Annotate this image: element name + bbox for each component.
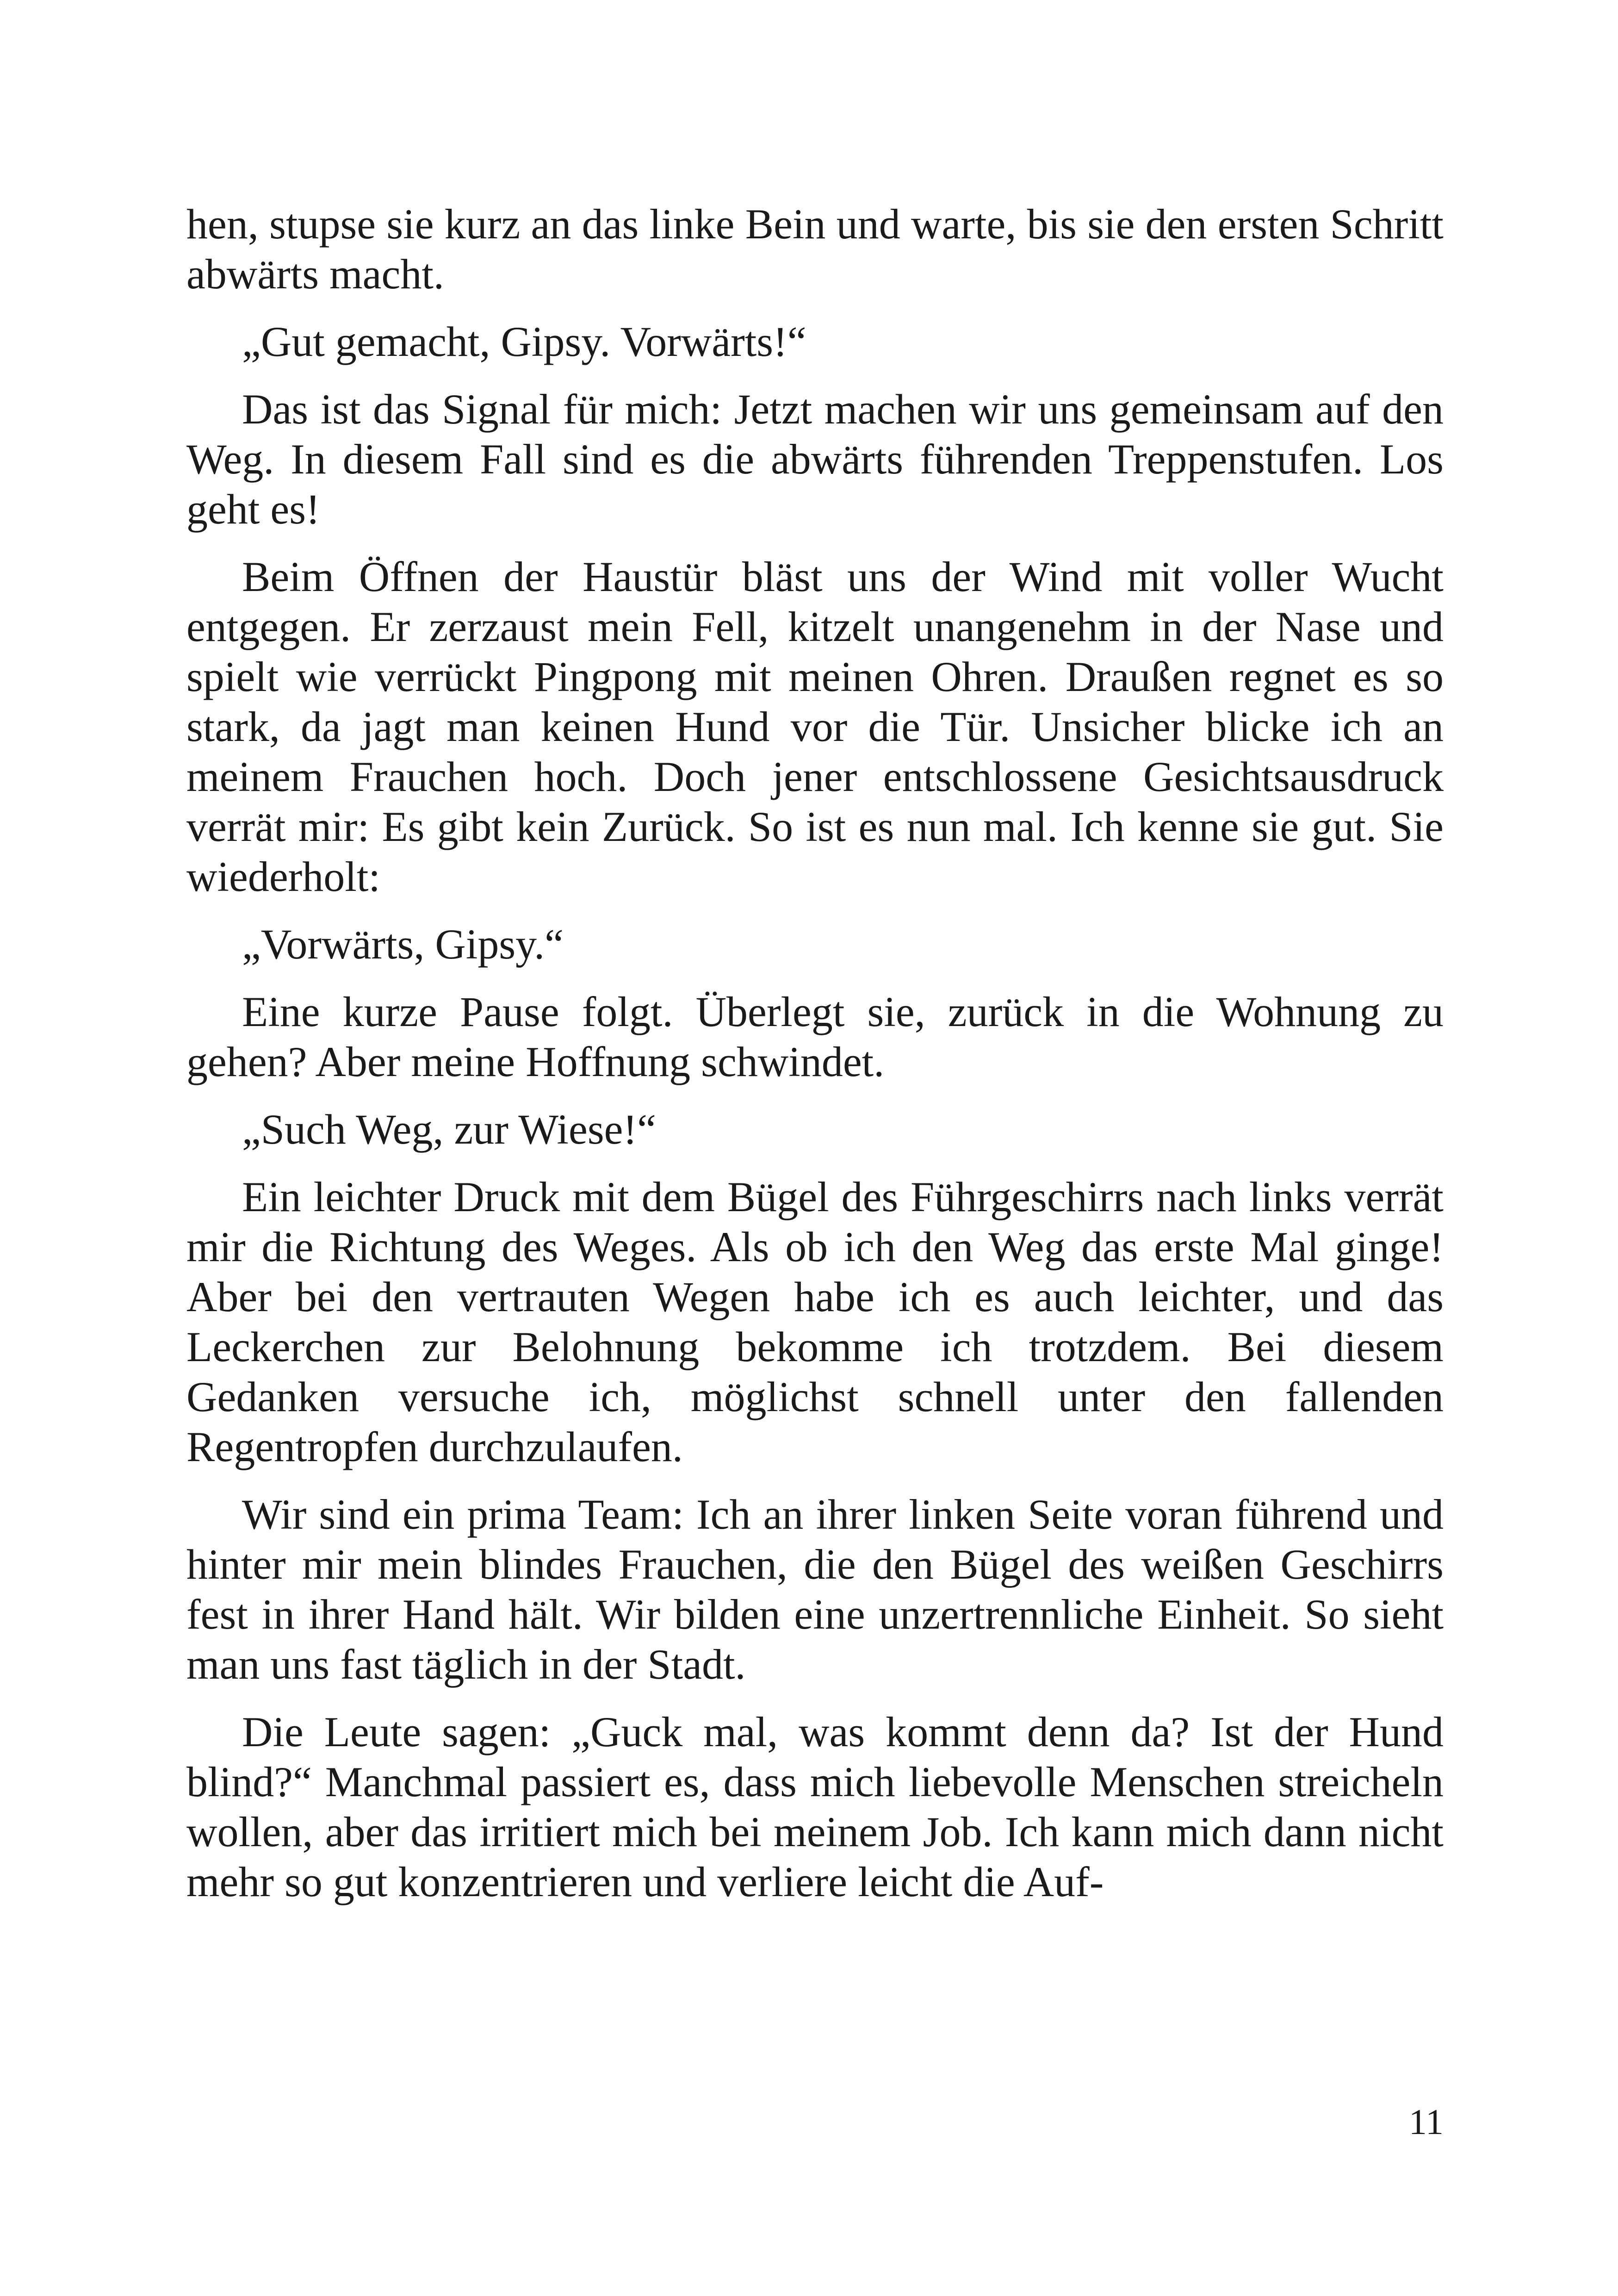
page-number: 11 [1408, 2102, 1444, 2142]
paragraph: Beim Öffnen der Haustür bläst uns der Wind mit voller Wucht entgegen. Er zerzaust mein Fell, kitzelt unangenehm in der Nase und spielt wie verrückt Pingpong mit meinen Ohren. Draußen regnet es so stark, da jagt man keinen Hund vor die Tür. Unsicher blicke ich an meinem Frauchen hoch. Doch jener entschlossene Gesichtsausdruck verrät mir: Es gibt kein Zurück. So ist es nun mal. Ich kenne sie gut. Sie wiederholt: [186, 553, 1444, 900]
paragraph: Ein leichter Druck mit dem Bügel des Führgeschirrs nach links verrät mir die Richtung des Weges. Als ob ich den Weg das erste Mal ginge! Aber bei den vertrauten Wegen habe ich es auch leichter, und das Leckerchen zur Belohnung bekomme ich trotzdem. Bei diesem Gedanken versuche ich, möglichst schnell unter den fallenden Regentropfen durchzulaufen. [186, 1173, 1444, 1470]
body-text [186, 199, 1444, 1924]
paragraph: „Such Weg, zur Wiese!“ [242, 1106, 656, 1153]
paragraph: Die Leute sagen: „Guck mal, was kommt denn da? Ist der Hund blind?“ Manchmal passiert es, dass mich liebevolle Menschen streicheln wollen, aber das irritiert mich bei meinem Job. Ich kann mich dann nicht mehr so gut konzentrieren und verliere leicht die Auf- [186, 1708, 1444, 1905]
paragraph: hen, stupse sie kurz an das linke Bein und warte, bis sie den ersten Schritt abwärts macht. [186, 200, 1444, 298]
paragraph: „Vorwärts, Gipsy.“ [242, 921, 564, 968]
paragraph: „Gut gemacht, Gipsy. Vorwärts!“ [242, 318, 806, 365]
paragraph: Eine kurze Pause folgt. Überlegt sie, zurück in die Wohnung zu gehen? Aber meine Hoffnung schwindet. [186, 988, 1444, 1085]
paragraph: Wir sind ein prima Team: Ich an ihrer linken Seite voran führend und hinter mir mein blindes Frauchen, die den Bügel des weißen Geschirrs fest in ihrer Hand hält. Wir bilden eine unzertrennliche Einheit. So sieht man uns fast täglich in der Stadt. [186, 1491, 1444, 1688]
paragraph: Das ist das Signal für mich: Jetzt machen wir uns gemeinsam auf den Weg. In diesem Fall sind es die abwärts führenden Treppenstufen. Los geht es! [186, 386, 1444, 533]
